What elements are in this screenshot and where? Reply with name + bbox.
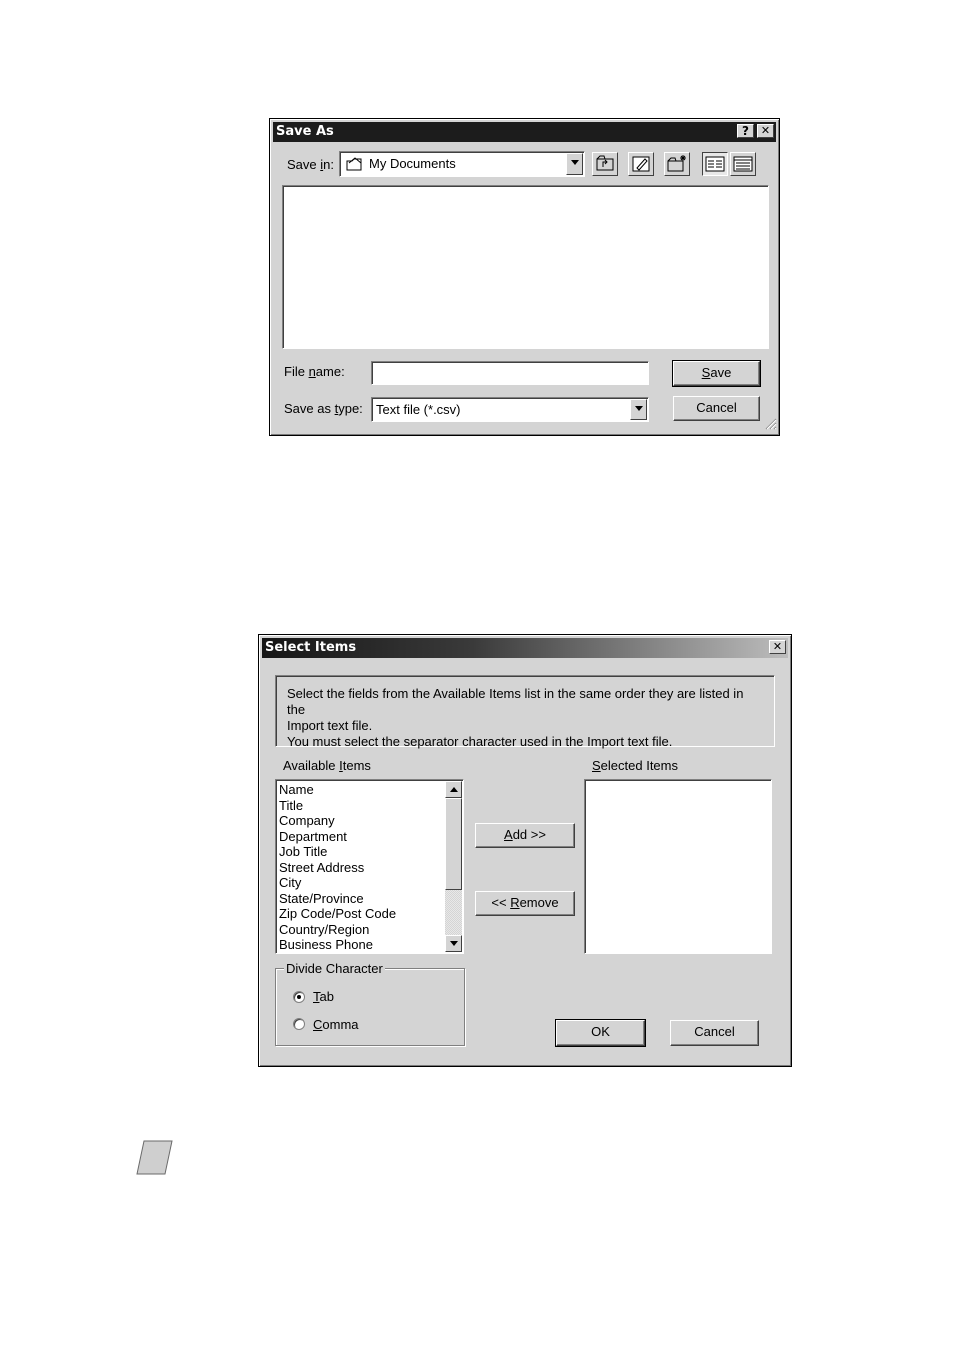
- list-item[interactable]: Department: [279, 828, 347, 844]
- list-item[interactable]: Street Address: [279, 859, 365, 875]
- new-folder-button[interactable]: [664, 152, 690, 176]
- details-view-icon: [731, 153, 755, 175]
- available-items-label: Available Items: [283, 758, 371, 773]
- instructions-line-2: Import text file.: [287, 718, 373, 733]
- select-items-title: Select Items: [265, 640, 357, 655]
- save-button[interactable]: Save: [673, 361, 760, 386]
- ok-button[interactable]: OK: [556, 1020, 645, 1046]
- file-list-pane[interactable]: [282, 185, 769, 349]
- save-in-value: My Documents: [369, 156, 456, 171]
- remove-button[interactable]: << Remove: [475, 891, 575, 916]
- instructions-line-1: Select the fields from the Available Items list in the same order they are listed in the: [287, 686, 744, 717]
- file-name-label: File name:: [284, 364, 345, 379]
- scroll-up-icon[interactable]: [445, 781, 462, 798]
- add-button[interactable]: Add >>: [475, 823, 575, 848]
- selected-items-label: Selected Items: [592, 758, 678, 773]
- save-in-combo[interactable]: [339, 151, 585, 177]
- desktop-icon: [629, 153, 653, 175]
- comma-radio[interactable]: [293, 1018, 305, 1030]
- list-item[interactable]: Company: [279, 813, 335, 828]
- select-items-dialog: [258, 634, 792, 1067]
- available-items-scrollbar[interactable]: [445, 781, 462, 952]
- divide-character-label: Divide Character: [286, 961, 383, 976]
- file-name-input[interactable]: [371, 361, 649, 385]
- available-items-list[interactable]: [275, 779, 464, 954]
- folder-up-icon: [593, 153, 617, 175]
- select-items-titlebar[interactable]: [262, 638, 788, 658]
- close-icon[interactable]: ✕: [757, 124, 774, 138]
- cancel-button[interactable]: Cancel: [670, 1020, 759, 1046]
- save-as-dialog: [269, 118, 780, 436]
- save-as-type-value: Text file (*.csv): [376, 402, 461, 417]
- chevron-down-icon[interactable]: [630, 399, 647, 420]
- new-folder-icon: [665, 153, 689, 175]
- save-as-type-label: Save as type:: [284, 401, 363, 416]
- list-item[interactable]: Title: [279, 797, 304, 813]
- tab-radio-label[interactable]: Tab: [313, 989, 334, 1004]
- details-view-button[interactable]: [730, 152, 756, 176]
- scrollbar-thumb[interactable]: [445, 798, 462, 890]
- available-items-container: [276, 780, 463, 953]
- list-item[interactable]: Zip Code/Post Code: [279, 906, 397, 921]
- comma-radio-label[interactable]: Comma: [313, 1017, 359, 1032]
- list-item[interactable]: Country/Region: [279, 921, 370, 937]
- list-item[interactable]: State/Province: [279, 890, 364, 906]
- close-icon[interactable]: ✕: [769, 640, 786, 654]
- scroll-down-icon[interactable]: [445, 935, 462, 952]
- list-item[interactable]: City: [279, 875, 302, 890]
- list-view-button[interactable]: [702, 152, 728, 176]
- note-icon: [135, 1138, 175, 1181]
- cancel-button[interactable]: Cancel: [673, 396, 760, 421]
- up-one-level-button[interactable]: [592, 152, 618, 176]
- save-as-type-combo[interactable]: [371, 397, 649, 422]
- divide-character-group: [275, 961, 465, 1046]
- tab-radio[interactable]: [293, 991, 305, 1003]
- selected-items-list[interactable]: [584, 779, 772, 954]
- folder-icon: [346, 156, 364, 175]
- instructions-box: [275, 675, 775, 747]
- resize-grip-icon[interactable]: [763, 416, 777, 433]
- chevron-down-icon[interactable]: [566, 153, 583, 175]
- list-item[interactable]: Job Title: [279, 844, 328, 859]
- instructions-line-3: You must select the separator character used in the Import text file.: [287, 734, 673, 749]
- save-as-title: Save As: [276, 124, 334, 139]
- desktop-button[interactable]: [628, 152, 654, 176]
- list-item[interactable]: Business Phone: [279, 937, 373, 952]
- list-view-icon: [703, 153, 727, 175]
- help-button[interactable]: ?: [737, 124, 754, 138]
- list-item[interactable]: Name: [279, 782, 314, 797]
- save-in-label: Save in:: [287, 157, 334, 172]
- save-as-titlebar[interactable]: [273, 122, 776, 142]
